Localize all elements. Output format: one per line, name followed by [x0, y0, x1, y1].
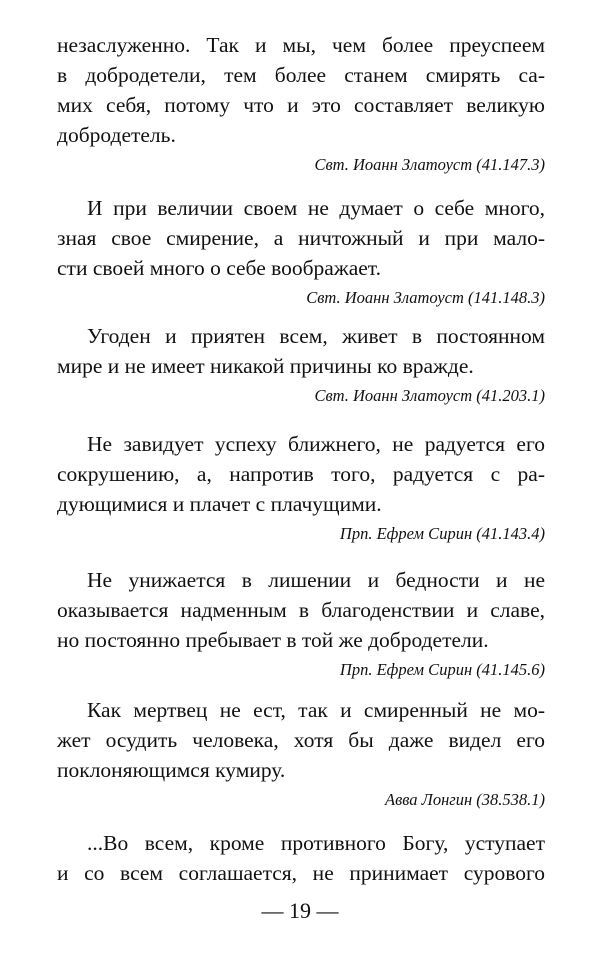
text-line: мире и не имеет никакой причины ко вражде. — [57, 354, 474, 378]
quote-text — [57, 565, 545, 655]
text-line: И при величии своем не думает о себе много, — [87, 196, 545, 220]
quote-block — [57, 30, 545, 177]
text-line: жет осудить человека, хотя бы даже видел его — [57, 728, 545, 752]
text-line: оказывается надменным в благоденствии и славе, — [57, 598, 545, 622]
text-line: добродетель. — [57, 123, 176, 147]
quote-source: Прп. Ефрем Сирин (41.145.6) — [339, 660, 545, 679]
page-number: — 19 — — [261, 898, 339, 923]
text-line: Не унижается в лишении и бедности и не — [87, 568, 545, 592]
quote-text — [57, 321, 545, 381]
quote-source: Прп. Ефрем Сирин (41.143.4) — [339, 524, 545, 543]
text-line: мих себя, потому что и это составляет великую — [57, 93, 545, 117]
quote-text — [57, 828, 545, 888]
quote-source: Свт. Иоанн Златоуст (141.148.3) — [306, 288, 545, 307]
quote-block — [57, 565, 545, 682]
quote-source: Свт. Иоанн Златоуст (41.147.3) — [314, 155, 545, 174]
quote-source: Свт. Иоанн Златоуст (41.203.1) — [314, 386, 545, 405]
text-line: Как мертвец не ест, так и смиренный не мо- — [87, 698, 545, 722]
quote-block — [57, 695, 545, 812]
text-line: сти своей много о себе воображает. — [57, 256, 381, 280]
text-line: и со всем соглашается, не принимает сурового — [57, 861, 545, 885]
quote-source: Авва Лонгин (38.538.1) — [384, 790, 545, 809]
text-line: поклоняющимся кумиру. — [57, 758, 286, 782]
text-line: незаслуженно. Так и мы, чем более преуспеем — [57, 33, 545, 57]
quote-block — [57, 429, 545, 546]
quote-block — [57, 321, 545, 408]
quote-block — [57, 193, 545, 310]
text-line: зная свое смирение, а ничтожный и при мало- — [57, 226, 545, 250]
text-line: в добродетели, тем более станем смирять са- — [57, 63, 545, 87]
text-line: ...Во всем, кроме противного Богу, уступает — [87, 831, 545, 855]
quote-text — [57, 193, 545, 283]
quote-text — [57, 30, 545, 150]
quote-block — [57, 828, 545, 888]
text-line: Угоден и приятен всем, живет в постоянном — [87, 324, 545, 348]
quote-text — [57, 429, 545, 519]
text-line: дующимися и плачет с плачущими. — [57, 492, 382, 516]
text-line: Не завидует успеху ближнего, не радуется его — [87, 432, 545, 456]
text-line: сокрушению, а, напротив того, радуется с ра- — [57, 462, 545, 486]
quote-text — [57, 695, 545, 785]
text-line: но постоянно пребывает в той же добродетели. — [57, 628, 489, 652]
